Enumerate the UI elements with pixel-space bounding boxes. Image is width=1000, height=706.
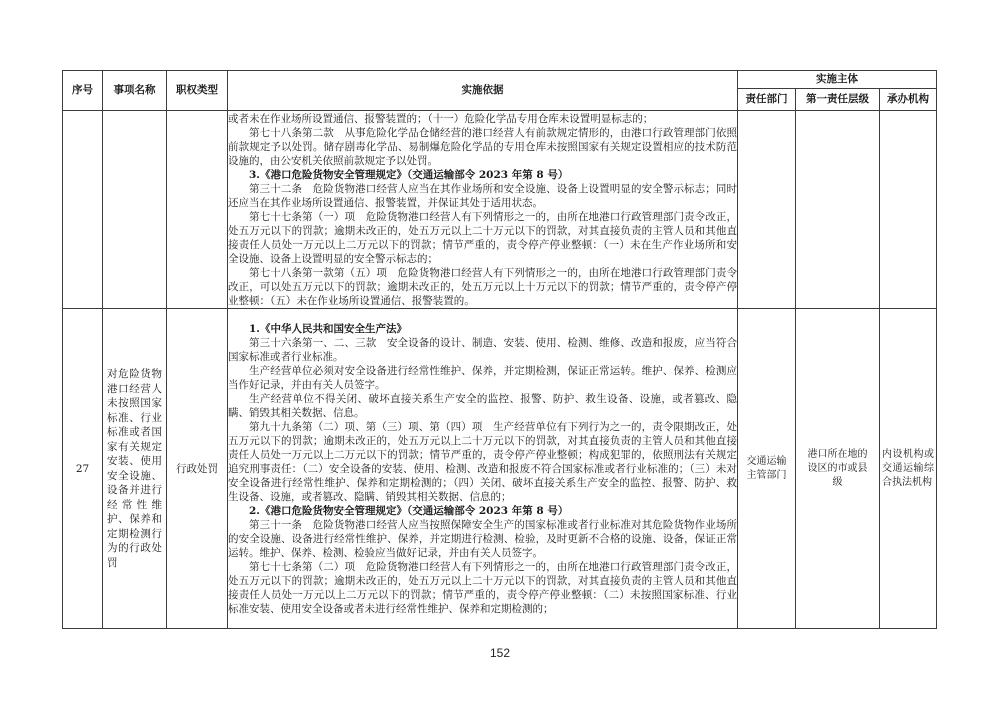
law-paragraph: 生产经营单位不得关闭、破坏直接关系生产安全的监控、报警、防护、救生设备、设施，或者篡改、隐瞒、销毁其相关数据、信息。 (228, 392, 737, 419)
law-paragraph: 第七十七条第（二）项 危险货物港口经营人有下列情形之一的，由所在地港口行政管理部门责令改正，处五万元以下的罚款；逾期未改正的，处五万元以上二十万元以下的罚款，对其直接负责的主管人员和其他直接责任人员处一万元以上二万元以下的罚款；情节严重的，责令停产停业整顿：（二）未按照国家标准、行业标准安装、使用安全设备或者未进行经常性维护、保养和定期检测的； (228, 560, 737, 615)
page-number: 152 (489, 646, 511, 660)
responsible-department-text: 交通运输主管部门 (746, 455, 787, 481)
table-row-continuation (63, 111, 937, 309)
cell-serial: 27 (63, 309, 103, 629)
item-name-text: 对危险货物港口经营人未按照国家标准、行业标准或者国家有关规定安装、使用安全设施、设备并进行经常性维护、保养和定期检测行为的行政处罚 (107, 368, 162, 569)
table-header (63, 71, 937, 111)
header-implementation-basis: 实施依据 (228, 71, 738, 111)
law-paragraph: 1.《中华人民共和国安全生产法》 (249, 322, 407, 335)
cell-item-name (103, 309, 167, 629)
cell-item-name (103, 111, 167, 309)
first-responsibility-level-text: 港口所在地的设区的市或县级 (807, 448, 868, 488)
cell-authority-type (167, 111, 228, 309)
table-row-27 (63, 309, 937, 629)
law-paragraph: 第九十九条第（二）项、第（三）项、第（四）项 生产经营单位有下列行为之一的，责令限期改正，处五万元以下的罚款；逾期未改正的，处五万元以上二十万元以下的罚款，对其直接负责的主管人员和其他直接责任人员处一万元以上二万元以下的罚款；情节严重的，责令停产停业整顿；构成犯罪的，依照刑法有关规定追究刑事责任：（二）安全设备的安装、使用、检测、改造和报废不符合国家标准或者行业标准的；（三）未对安全设备进行经常性维护、保养和定期检测的；（四）关闭、破坏直接关系生产安全的监控、报警、防护、救生设备、设施，或者篡改、隐瞒、销毁其相关数据、信息的； (228, 420, 737, 503)
header-first-responsibility-level: 第一责任层级 (796, 89, 880, 111)
law-paragraph: 第七十八条第二款 从事危险化学品仓储经营的港口经营人有前款规定情形的，由港口行政管理部门依照前款规定予以处罚。储存剧毒化学品、易制爆危险化学品的专用仓库未按照国家有关规定设置相应的技术防范设施的，由公安机关依照前款规定予以处罚。 (228, 126, 737, 167)
header-serial: 序号 (63, 71, 103, 111)
law-paragraph: 2.《港口危险货物安全管理规定》（交通运输部令 2023 年第 8 号） (249, 504, 569, 517)
law-paragraph: 第三十二条 危险货物港口经营人应当在其作业场所和安全设施、设备上设置明显的安全警示标志；同时还应当在其作业场所设置通信、报警装置，并保证其处于适用状态。 (228, 182, 737, 209)
law-paragraph: 生产经营单位必须对安全设备进行经常性维护、保养，并定期检测，保证正常运转。维护、保养、检测应当作好记录，并由有关人员签字。 (228, 364, 737, 391)
cell-authority-type: 行政处罚 (167, 309, 228, 629)
header-implementation-subject: 实施主体 (738, 71, 937, 89)
law-paragraph: 第七十八条第一款第（五）项 危险货物港口经营人有下列情形之一的，由所在地港口行政管理部门责令改正，可以处五万元以下的罚款；逾期未改正的，处五万元以上十万元以下的罚款；情节严重的，责令停产停业整顿：（五）未在作业场所设置通信、报警装置的。 (228, 266, 737, 307)
cell-responsible-department (738, 111, 796, 309)
law-paragraph: 第七十七条第（一）项 危险货物港口经营人有下列情形之一的，由所在地港口行政管理部门责令改正，处五万元以下的罚款；逾期未改正的，处五万元以上二十万元以下的罚款，对其直接负责的主管人员和其他直接责任人员处一万元以上二万元以下的罚款；情节严重的，责令停产停业整顿：（一）未在生产作业场所和安全设施、设备上设置明显的安全警示标志的； (228, 210, 737, 265)
law-paragraph: 第三十一条 危险货物港口经营人应当按照保障安全生产的国家标准或者行业标准对其危险货物作业场所的安全设施、设备进行经常性维护、保养，并定期进行检测、检验，及时更新不合格的设施、设备，保证正常运转。维护、保养、检测、检验应当做好记录，并由有关人员签字。 (228, 518, 737, 559)
header-handling-organization: 承办机构 (880, 89, 937, 111)
cell-handling-organization (880, 309, 937, 629)
cell-first-responsibility-level (796, 309, 880, 629)
cell-first-responsibility-level (796, 111, 880, 309)
cell-implementation-basis (228, 309, 738, 629)
law-paragraph: 第三十六条第一、二、三款 安全设备的设计、制造、安装、使用、检测、维修、改造和报废，应当符合国家标准或者行业标准。 (228, 336, 737, 363)
handling-organization-text: 内设机构或交通运输综合执法机构 (882, 448, 935, 488)
header-item-name: 事项名称 (103, 71, 167, 111)
cell-serial (63, 111, 103, 309)
law-paragraph: 或者未在作业场所设置通信、报警装置的；（十一）危险化学品专用仓库未设置明显标志的； (228, 112, 654, 125)
cell-implementation-basis (228, 111, 738, 309)
cell-handling-organization (880, 111, 937, 309)
header-responsible-department: 责任部门 (738, 89, 796, 111)
header-authority-type: 职权类型 (167, 71, 228, 111)
law-paragraph: 3.《港口危险货物安全管理规定》（交通运输部令 2023 年第 8 号） (249, 168, 569, 181)
responsibility-list-table (62, 70, 937, 629)
cell-responsible-department (738, 309, 796, 629)
